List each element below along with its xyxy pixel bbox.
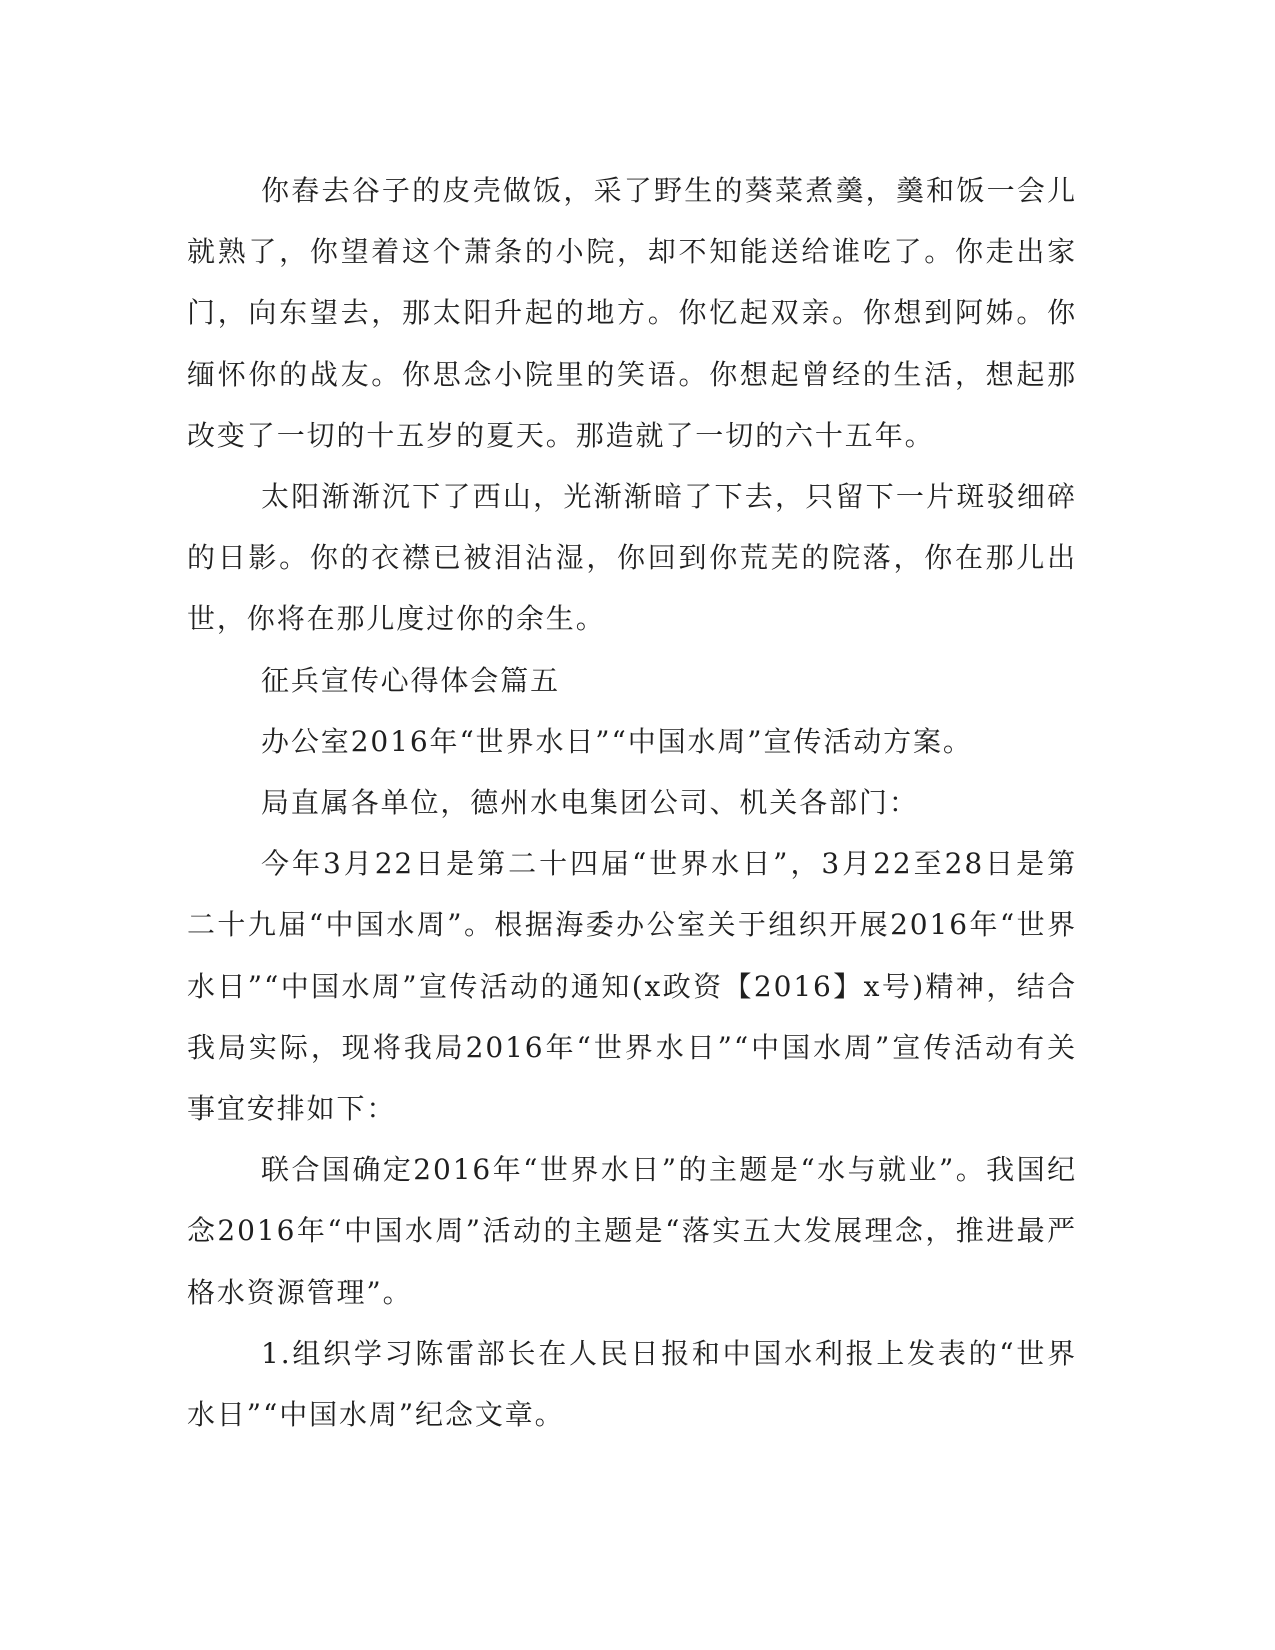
paragraph-sunset: 太阳渐渐沉下了西山，光渐渐暗了下去，只留下一片斑驳细碎的日影。你的衣襟已被泪沾湿，你回到你荒芜的院落，你在那儿出世，你将在那儿度过你的余生。 xyxy=(187,480,1077,636)
list-item-1: 1.组织学习陈雷部长在人民日报和中国水利报上发表的“世界水日”“中国水周”纪念文章。 xyxy=(187,1336,1077,1432)
salutation: 局直属各单位，德州水电集团公司、机关各部门： xyxy=(261,786,919,820)
paragraph-recollection: 你舂去谷子的皮壳做饭，采了野生的葵菜煮羹，羹和饭一会儿就熟了，你望着这个萧条的小院，却不知能送给谁吃了。你走出家门，向东望去，那太阳升起的地方。你忆起双亲。你想到阿姊。你缅怀你的战友。你思念小院里的笑语。你想起曾经的生活，想起那改变了一切的十五岁的夏天。那造就了一切的六十五年。 xyxy=(187,174,1077,452)
paragraph-theme: 联合国确定2016年“世界水日”的主题是“水与就业”。我国纪念2016年“中国水周”活动的主题是“落实五大发展理念，推进最严格水资源管理”。 xyxy=(187,1153,1077,1309)
plan-title: 办公室2016年“世界水日”“中国水周”宣传活动方案。 xyxy=(261,724,973,758)
section-heading: 征兵宣传心得体会篇五 xyxy=(261,663,561,697)
document-body xyxy=(187,160,1077,1445)
paragraph-notice: 今年3月22日是第二十四届“世界水日”，3月22至28日是第二十九届“中国水周”。根据海委办公室关于组织开展2016年“世界水日”“中国水周”宣传活动的通知(x政资【2016】x号)精神，结合我局实际，现将我局2016年“世界水日”“中国水周”宣传活动有关事宜安排如下： xyxy=(187,847,1077,1126)
